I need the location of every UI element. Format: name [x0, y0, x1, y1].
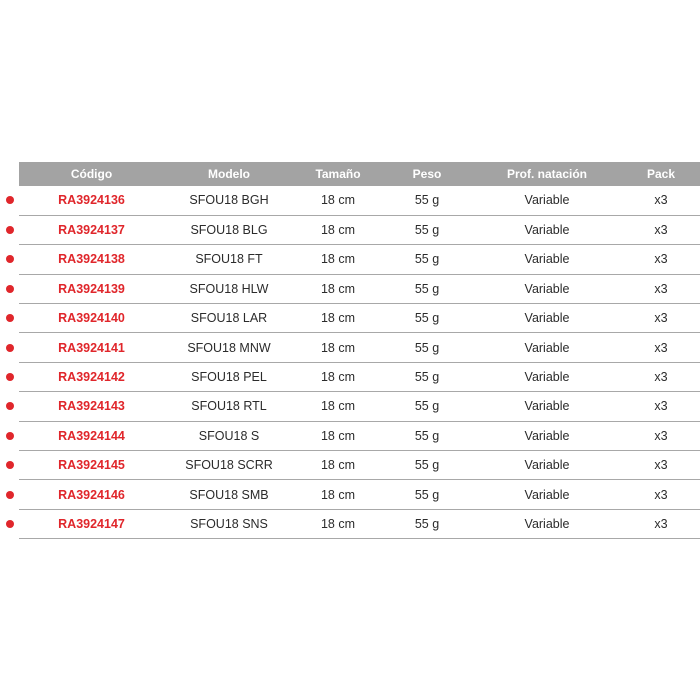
table-row — [19, 274, 700, 303]
table-row — [19, 215, 700, 244]
cell-prof-natacion: Variable — [524, 399, 570, 414]
cell-modelo: SFOU18 LAR — [190, 311, 268, 326]
product-code: RA3924146 — [58, 487, 125, 502]
cell-pack: x3 — [654, 252, 668, 267]
cell-codigo — [19, 304, 164, 333]
cell-codigo — [19, 509, 164, 538]
cell-codigo — [19, 245, 164, 274]
product-code: RA3924137 — [58, 223, 125, 238]
red-dot-icon — [6, 461, 14, 469]
cell-tamano: 18 cm — [320, 428, 356, 443]
cell-peso: 55 g — [414, 193, 440, 208]
red-dot-icon — [6, 314, 14, 322]
cell-tamano: 18 cm — [320, 340, 356, 355]
cell-prof-natacion: Variable — [524, 516, 570, 531]
cell-peso: 55 g — [414, 223, 440, 238]
cell-peso: 55 g — [414, 487, 440, 502]
red-dot-icon — [6, 402, 14, 410]
cell-modelo: SFOU18 BLG — [190, 223, 268, 238]
red-dot-icon — [6, 226, 14, 234]
cell-tamano: 18 cm — [320, 370, 356, 385]
cell-pack: x3 — [654, 458, 668, 473]
product-code: RA3924147 — [58, 516, 125, 531]
cell-tamano: 18 cm — [320, 516, 356, 531]
cell-prof-natacion: Variable — [524, 370, 570, 385]
cell-prof-natacion: Variable — [524, 252, 570, 267]
cell-tamano: 18 cm — [320, 193, 356, 208]
cell-modelo: SFOU18 PEL — [191, 370, 267, 385]
red-dot-icon — [6, 520, 14, 528]
cell-peso: 55 g — [414, 340, 440, 355]
table-row — [19, 186, 700, 215]
cell-modelo: SFOU18 BGH — [189, 193, 269, 208]
header-codigo: Código — [70, 167, 113, 181]
cell-codigo — [19, 362, 164, 391]
cell-pack: x3 — [654, 399, 668, 414]
table-row — [19, 509, 700, 538]
table-row — [19, 480, 700, 509]
cell-codigo — [19, 215, 164, 244]
product-code: RA3924145 — [58, 458, 125, 473]
cell-tamano: 18 cm — [320, 311, 356, 326]
red-dot-icon — [6, 255, 14, 263]
table-row — [19, 451, 700, 480]
cell-modelo: SFOU18 HLW — [189, 281, 269, 296]
product-code: RA3924136 — [58, 193, 125, 208]
cell-pack: x3 — [654, 428, 668, 443]
red-dot-icon — [6, 285, 14, 293]
cell-prof-natacion: Variable — [524, 458, 570, 473]
cell-peso: 55 g — [414, 370, 440, 385]
red-dot-icon — [6, 373, 14, 381]
product-code: RA3924141 — [58, 340, 125, 355]
table-header — [19, 162, 700, 186]
table-row — [19, 245, 700, 274]
table-body — [19, 186, 700, 539]
cell-peso: 55 g — [414, 311, 440, 326]
red-dot-icon — [6, 196, 14, 204]
header-modelo: Modelo — [208, 167, 250, 181]
header-peso: Peso — [412, 167, 442, 181]
cell-pack: x3 — [654, 223, 668, 238]
cell-tamano: 18 cm — [320, 458, 356, 473]
product-code: RA3924142 — [58, 370, 125, 385]
table-row — [19, 392, 700, 421]
cell-peso: 55 g — [414, 428, 440, 443]
cell-peso: 55 g — [414, 281, 440, 296]
product-code: RA3924140 — [58, 311, 125, 326]
red-dot-icon — [6, 491, 14, 499]
cell-tamano: 18 cm — [320, 252, 356, 267]
cell-modelo: SFOU18 FT — [195, 252, 263, 267]
product-code: RA3924143 — [58, 399, 125, 414]
header-tamano: Tamaño — [315, 167, 361, 181]
cell-codigo — [19, 392, 164, 421]
cell-tamano: 18 cm — [320, 399, 356, 414]
cell-prof-natacion: Variable — [524, 281, 570, 296]
cell-modelo: SFOU18 SCRR — [185, 458, 273, 473]
cell-prof-natacion: Variable — [524, 193, 570, 208]
table-row — [19, 333, 700, 362]
product-table — [19, 162, 700, 539]
header-pack: Pack — [646, 167, 676, 181]
cell-codigo — [19, 186, 164, 215]
cell-prof-natacion: Variable — [524, 487, 570, 502]
cell-peso: 55 g — [414, 252, 440, 267]
red-dot-icon — [6, 344, 14, 352]
cell-pack: x3 — [654, 370, 668, 385]
product-code: RA3924138 — [58, 252, 125, 267]
cell-pack: x3 — [654, 311, 668, 326]
cell-modelo: SFOU18 SNS — [190, 516, 268, 531]
cell-codigo — [19, 421, 164, 450]
cell-tamano: 18 cm — [320, 487, 356, 502]
cell-peso: 55 g — [414, 399, 440, 414]
cell-codigo — [19, 451, 164, 480]
table-row — [19, 362, 700, 391]
cell-peso: 55 g — [414, 516, 440, 531]
cell-pack: x3 — [654, 340, 668, 355]
cell-codigo — [19, 480, 164, 509]
cell-modelo: SFOU18 SMB — [189, 487, 269, 502]
cell-prof-natacion: Variable — [524, 311, 570, 326]
cell-prof-natacion: Variable — [524, 340, 570, 355]
product-table-container — [0, 162, 700, 539]
cell-pack: x3 — [654, 193, 668, 208]
header-row — [19, 162, 700, 186]
table-row — [19, 304, 700, 333]
cell-tamano: 18 cm — [320, 223, 356, 238]
table-row — [19, 421, 700, 450]
cell-pack: x3 — [654, 516, 668, 531]
cell-modelo: SFOU18 RTL — [191, 399, 267, 414]
cell-prof-natacion: Variable — [524, 223, 570, 238]
cell-peso: 55 g — [414, 458, 440, 473]
cell-codigo — [19, 274, 164, 303]
cell-modelo: SFOU18 S — [198, 428, 260, 443]
cell-modelo: SFOU18 MNW — [187, 340, 271, 355]
cell-prof-natacion: Variable — [524, 428, 570, 443]
cell-pack: x3 — [654, 487, 668, 502]
product-code: RA3924144 — [58, 428, 125, 443]
red-dot-icon — [6, 432, 14, 440]
cell-codigo — [19, 333, 164, 362]
header-prof-natacion: Prof. natación — [506, 167, 587, 181]
product-code: RA3924139 — [58, 281, 125, 296]
cell-tamano: 18 cm — [320, 281, 356, 296]
cell-pack: x3 — [654, 281, 668, 296]
